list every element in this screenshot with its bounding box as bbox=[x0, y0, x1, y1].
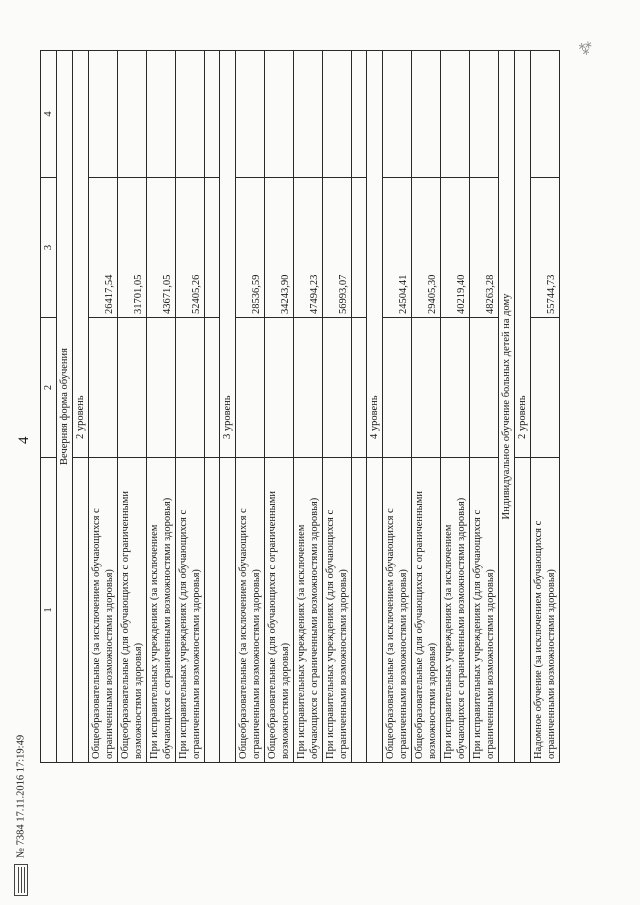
level-row bbox=[515, 51, 531, 763]
institution-type-cell: Общеобразовательные (для обучающихся с ограниченными возможностями здоровья) bbox=[118, 458, 147, 763]
empty-cell bbox=[531, 318, 560, 458]
empty-cell bbox=[352, 51, 367, 178]
empty-cell bbox=[470, 318, 499, 458]
normative-value-cell: 40219,40 bbox=[441, 178, 470, 318]
institution-type-cell: При исправительных учреждениях (за исключением обучающихся с ограниченными возможностями здоровья) bbox=[294, 458, 323, 763]
empty-cell bbox=[205, 318, 220, 458]
section-title: Индивидуальное обучение больных детей на дому bbox=[499, 51, 515, 763]
normative-value-cell: 56993,07 bbox=[323, 178, 352, 318]
stamp-text: № 7384 17.11.2016 17:19:49 bbox=[15, 734, 27, 858]
column-numbers-row bbox=[41, 51, 57, 763]
empty-cell bbox=[89, 51, 118, 178]
spacer-row bbox=[205, 51, 220, 763]
normative-value-cell: 47494,23 bbox=[294, 178, 323, 318]
level-title: 2 уровень bbox=[73, 51, 89, 458]
empty-cell bbox=[205, 51, 220, 178]
table-row bbox=[412, 51, 441, 763]
empty-cell bbox=[205, 458, 220, 763]
table-row bbox=[176, 51, 205, 763]
margin-scribble: ⁂ bbox=[577, 38, 596, 58]
level-title: 3 уровень bbox=[220, 51, 236, 458]
empty-cell bbox=[294, 318, 323, 458]
empty-cell bbox=[352, 178, 367, 318]
normative-value-cell: 48263,28 bbox=[470, 178, 499, 318]
empty-cell bbox=[412, 318, 441, 458]
table-row bbox=[470, 51, 499, 763]
normative-value-cell: 28536,59 bbox=[236, 178, 265, 318]
table-row bbox=[294, 51, 323, 763]
empty-cell bbox=[441, 51, 470, 178]
normative-value-cell: 34243,90 bbox=[265, 178, 294, 318]
empty-cell bbox=[412, 51, 441, 178]
institution-type-cell: При исправительных учреждениях (за исключением обучающихся с ограниченными возможностями здоровья) bbox=[147, 458, 176, 763]
institution-type-cell: При исправительных учреждениях (для обучающихся с ограниченными возможностями здоровья) bbox=[176, 458, 205, 763]
table-row bbox=[323, 51, 352, 763]
institution-type-cell: Общеобразовательные (за исключением обучающихся с ограниченными возможностями здоровья) bbox=[383, 458, 412, 763]
column-number: 3 bbox=[41, 178, 57, 318]
document-logo bbox=[14, 864, 28, 896]
section-row bbox=[499, 51, 515, 763]
empty-cell bbox=[383, 51, 412, 178]
normative-value-cell: 52405,26 bbox=[176, 178, 205, 318]
tariff-table bbox=[40, 50, 560, 763]
empty-cell bbox=[73, 458, 89, 763]
empty-cell bbox=[265, 318, 294, 458]
empty-cell bbox=[176, 318, 205, 458]
institution-type-cell: Общеобразовательные (за исключением обучающихся с ограниченными возможностями здоровья) bbox=[236, 458, 265, 763]
empty-cell bbox=[118, 51, 147, 178]
empty-cell bbox=[236, 318, 265, 458]
normative-value-cell: 31701,05 bbox=[118, 178, 147, 318]
table-row bbox=[236, 51, 265, 763]
level-row bbox=[220, 51, 236, 763]
table-row bbox=[531, 51, 560, 763]
institution-type-cell: Общеобразовательные (для обучающихся с ограниченными возможностями здоровья) bbox=[412, 458, 441, 763]
table-row bbox=[89, 51, 118, 763]
table-body bbox=[41, 51, 560, 763]
institution-type-cell: При исправительных учреждениях (для обучающихся с ограниченными возможностями здоровья) bbox=[470, 458, 499, 763]
empty-cell bbox=[515, 458, 531, 763]
normative-value-cell: 29405,30 bbox=[412, 178, 441, 318]
institution-type-cell: Общеобразовательные (за исключением обучающихся с ограниченными возможностями здоровья) bbox=[89, 458, 118, 763]
table-row bbox=[118, 51, 147, 763]
normative-value-cell: 24504,41 bbox=[383, 178, 412, 318]
column-number: 1 bbox=[41, 458, 57, 763]
empty-cell bbox=[470, 51, 499, 178]
empty-cell bbox=[441, 318, 470, 458]
institution-type-cell: Общеобразовательные (для обучающихся с ограниченными возможностями здоровья) bbox=[265, 458, 294, 763]
empty-cell bbox=[294, 51, 323, 178]
empty-cell bbox=[323, 318, 352, 458]
normative-value-cell: 43671,05 bbox=[147, 178, 176, 318]
table-row bbox=[441, 51, 470, 763]
empty-cell bbox=[531, 51, 560, 178]
level-row bbox=[73, 51, 89, 763]
empty-cell bbox=[89, 318, 118, 458]
section-row bbox=[57, 51, 73, 763]
table-row bbox=[265, 51, 294, 763]
registration-stamp bbox=[14, 735, 28, 896]
spacer-row bbox=[352, 51, 367, 763]
normative-value-cell: 55744,73 bbox=[531, 178, 560, 318]
empty-cell bbox=[383, 318, 412, 458]
empty-cell bbox=[236, 51, 265, 178]
column-number: 2 bbox=[41, 318, 57, 458]
empty-cell bbox=[147, 318, 176, 458]
level-row bbox=[367, 51, 383, 763]
institution-type-cell: При исправительных учреждениях (за исключением обучающихся с ограниченными возможностями здоровья) bbox=[441, 458, 470, 763]
institution-type-cell: При исправительных учреждениях (для обучающихся с ограниченными возможностями здоровья) bbox=[323, 458, 352, 763]
empty-cell bbox=[118, 318, 147, 458]
empty-cell bbox=[367, 458, 383, 763]
page-number: 4 bbox=[16, 436, 32, 444]
empty-cell bbox=[352, 318, 367, 458]
institution-type-cell: Надомное обучение (за исключением обучающихся с ограниченными возможностями здоровья) bbox=[531, 458, 560, 763]
normative-value-cell: 26417,54 bbox=[89, 178, 118, 318]
empty-cell bbox=[323, 51, 352, 178]
table-row bbox=[383, 51, 412, 763]
empty-cell bbox=[147, 51, 176, 178]
table-row bbox=[147, 51, 176, 763]
empty-cell bbox=[220, 458, 236, 763]
section-title: Вечерняя форма обучения bbox=[57, 51, 73, 763]
column-number: 4 bbox=[41, 51, 57, 178]
level-title: 4 уровень bbox=[367, 51, 383, 458]
empty-cell bbox=[352, 458, 367, 763]
empty-cell bbox=[205, 178, 220, 318]
empty-cell bbox=[265, 51, 294, 178]
level-title: 2 уровень bbox=[515, 51, 531, 458]
empty-cell bbox=[176, 51, 205, 178]
